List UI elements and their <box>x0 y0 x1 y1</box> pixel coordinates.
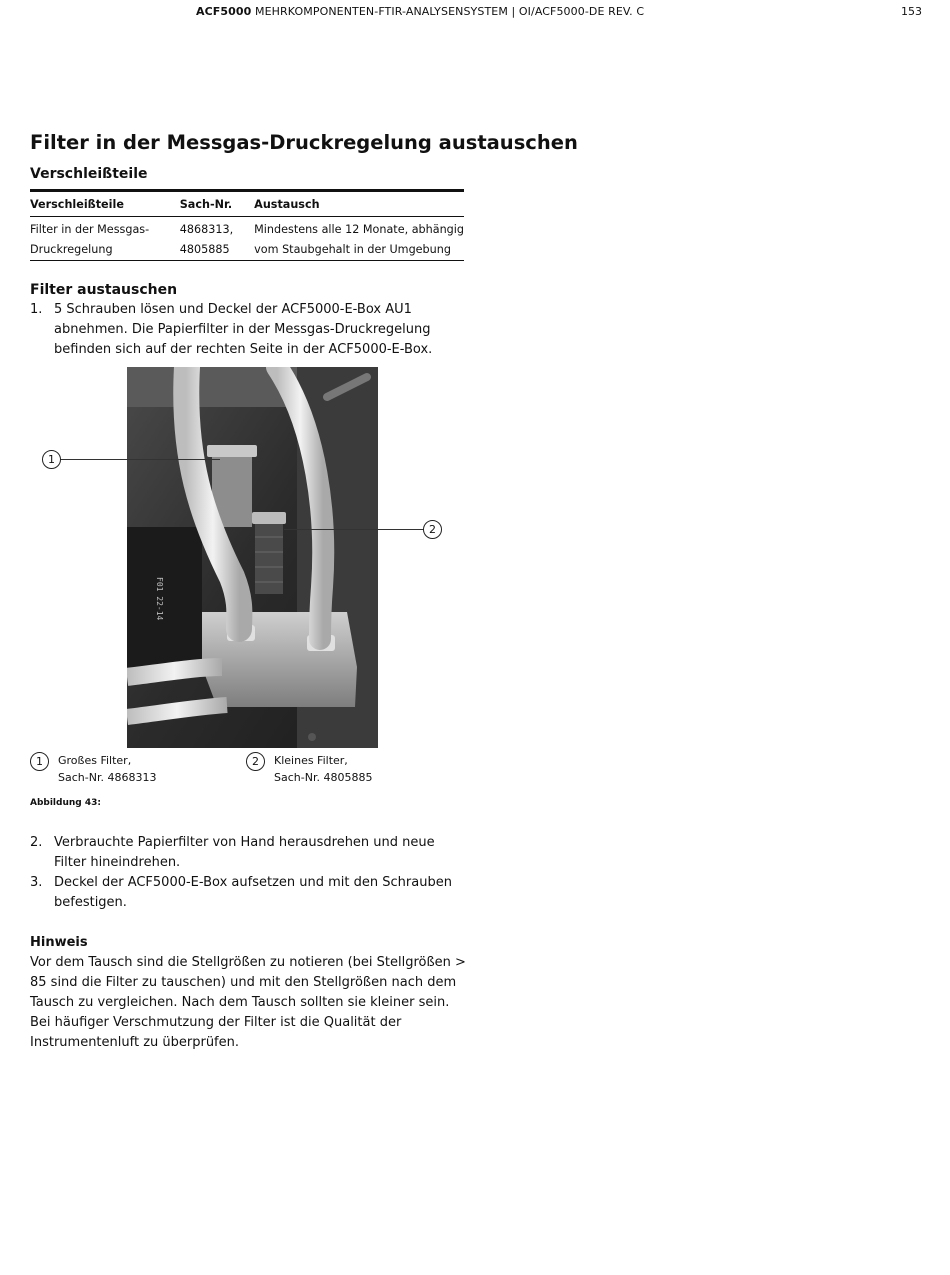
wear-parts-heading: Verschleißteile <box>30 166 148 182</box>
list-item <box>30 300 470 360</box>
steps-list-after <box>30 833 470 913</box>
number-line-2: 4805885 <box>179 243 230 256</box>
callout-1-circle: 1 <box>42 450 61 469</box>
number-line-1: 4868313, <box>179 223 234 236</box>
table-cell-part <box>30 217 180 261</box>
table-cell-number <box>180 217 254 261</box>
leader-line-2 <box>284 529 424 530</box>
filter-photo <box>127 367 378 748</box>
part-line-1: Filter in der Messgas- <box>30 223 150 236</box>
legend-2-line-1: Kleines Filter, <box>274 754 348 767</box>
callout-2-circle: 2 <box>423 520 442 539</box>
step-number: 2. <box>30 835 43 850</box>
legend-2-number: 2 <box>246 752 265 771</box>
list-item <box>30 873 470 913</box>
legend-2-line-2: Sach-Nr. 4805885 <box>274 771 373 784</box>
table-header-number: Sach-Nr. <box>180 191 254 217</box>
legend-2-text <box>274 752 454 786</box>
header-title-rest: MEHRKOMPONENTEN-FTIR-ANALYSENSYSTEM | OI/ACF5000-DE REV. C <box>255 5 645 18</box>
leader-line-1 <box>60 459 220 460</box>
step-text: Verbrauchte Papierfilter von Hand herausdrehen und neue Filter hineindrehen. <box>54 835 435 870</box>
table-cell-replacement <box>254 217 464 261</box>
legend-1-line-1: Großes Filter, <box>58 754 132 767</box>
note-text: Vor dem Tausch sind die Stellgrößen zu notieren (bei Stellgrößen > 85 sind die Filter zu tauschen) und mit den Stellgrößen nach dem Tausch zu vergleichen. Nach dem Tausch sollten sie kleiner sein. Bei häufiger Verschmutzung der Filter ist die Qualität der Instrumentenluft zu überprüfen. <box>30 955 466 1050</box>
page-number: 153 <box>901 5 922 18</box>
step-number: 1. <box>30 302 43 317</box>
table-header-replacement: Austausch <box>254 191 464 217</box>
note-title: Hinweis <box>30 935 88 950</box>
figure-caption: Abbildung 43: <box>30 798 101 808</box>
filter-photo-illustration <box>127 367 378 748</box>
replacement-line-2: vom Staubgehalt in der Umgebung <box>254 243 451 256</box>
legend-1-text <box>58 752 238 786</box>
replace-filter-heading: Filter austauschen <box>30 282 178 298</box>
step-text: 5 Schrauben lösen und Deckel der ACF5000-E-Box AU1 abnehmen. Die Papierfilter in der Messgas-Druckregelung befinden sich auf der rechten Seite in der ACF5000-E-Box. <box>54 302 433 357</box>
legend-1-number: 1 <box>30 752 49 771</box>
table-header-row <box>30 191 464 217</box>
page-header <box>0 4 950 20</box>
header-product: ACF5000 <box>196 5 252 18</box>
table-header-part: Verschleißteile <box>30 191 180 217</box>
header-title <box>196 4 644 20</box>
legend-1-line-2: Sach-Nr. 4868313 <box>58 771 157 784</box>
list-item <box>30 833 470 873</box>
svg-text:F01 22-14: F01 22-14 <box>155 577 164 621</box>
page-title: Filter in der Messgas-Druckregelung austauschen <box>30 131 578 154</box>
step-text: Deckel der ACF5000-E-Box aufsetzen und mit den Schrauben befestigen. <box>54 875 452 910</box>
step-number: 3. <box>30 875 43 890</box>
table-row <box>30 217 464 261</box>
part-line-2: Druckregelung <box>30 243 113 256</box>
replacement-line-1: Mindestens alle 12 Monate, abhängig <box>254 223 464 236</box>
steps-list-before <box>30 300 470 360</box>
wear-parts-table <box>30 189 464 261</box>
